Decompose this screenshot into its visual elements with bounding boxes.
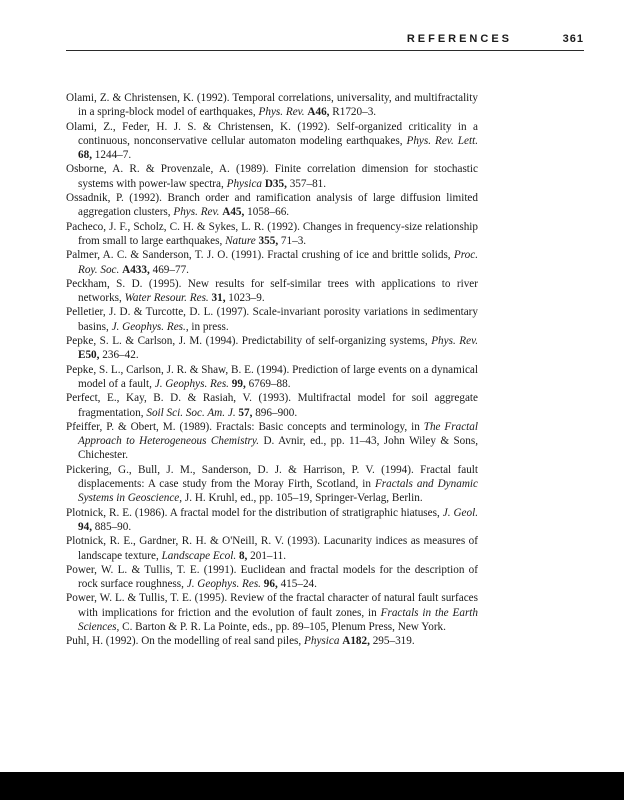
reference-text: Puhl, H. (1992). On the modelling of real sand piles, xyxy=(66,635,305,648)
reference-entry xyxy=(66,420,478,463)
reference-text: Olami, Z., Feder, H. J. S. & Christensen, K. (1992). Self-organized criticality in a continuous, nonconservative cellular automaton modeling earthquakes, xyxy=(66,120,478,147)
reference-text: 885–90. xyxy=(91,520,132,533)
reference-text: A46, xyxy=(307,106,330,119)
reference-text: Pacheco, J. F., Scholz, C. H. & Sykes, L. R. (1992). Changes in frequency-size relationship from small to large earthquakes, xyxy=(66,220,478,247)
reference-entry xyxy=(66,191,478,220)
reference-text: 1023–9. xyxy=(225,292,265,305)
page-number: 361 xyxy=(562,33,584,45)
reference-text: A182, xyxy=(342,635,370,648)
reference-text: Soil Sci. Soc. Am. J. xyxy=(146,406,236,419)
reference-text: Physica xyxy=(226,177,263,190)
reference-entry xyxy=(66,162,478,191)
reference-text: J. Geol. xyxy=(442,506,478,519)
reference-entry xyxy=(66,506,478,535)
reference-text: , in press. xyxy=(185,320,229,333)
reference-text: Phys. Rev. xyxy=(258,106,305,119)
reference-text: Plotnick, R. E. (1986). A fractal model for the distribution of stratigraphic hiatuses, xyxy=(66,506,443,519)
reference-text: 469–77. xyxy=(149,263,189,276)
reference-entry xyxy=(66,305,478,334)
reference-entry xyxy=(66,120,478,163)
reference-text: Fractals in the Earth Sciences, xyxy=(78,606,479,633)
reference-text: Pickering, G., Bull, J. M., Sanderson, D. J. & Harrison, P. V. (1994). Fractal fault displacements: A case study from the Moray Firth, Scotland, in xyxy=(66,463,478,491)
reference-text: Pepke, S. L. & Carlson, J. M. (1994). Predictability of self-organizing systems, xyxy=(66,335,432,348)
reference-entry xyxy=(66,363,478,392)
reference-text: 1244–7. xyxy=(91,149,132,162)
reference-entry xyxy=(66,534,478,563)
reference-text: Water Resour. Res. xyxy=(124,292,209,305)
reference-text: 71–3. xyxy=(278,234,307,247)
reference-text: E50, xyxy=(78,349,100,362)
reference-text: Phys. Rev. Lett. xyxy=(406,134,478,147)
reference-text: Physica xyxy=(304,635,340,648)
reference-text: 357–81. xyxy=(286,177,327,190)
reference-text: Plotnick, R. E., Gardner, R. H. & O'Neill, R. V. (1993). Lacunarity indices as measures of landscape texture, xyxy=(66,535,478,562)
running-head: REFERENCES xyxy=(406,33,512,45)
reference-text: Phys. Rev. xyxy=(173,206,220,219)
reference-list xyxy=(66,91,478,649)
reference-text: 68, xyxy=(78,149,92,162)
reference-text: 355, xyxy=(258,234,279,247)
reference-text: 96, xyxy=(263,578,278,591)
reference-entry xyxy=(66,248,478,277)
reference-text: Osborne, A. R. & Provenzale, A. (1989). Finite correlation dimension for stochastic systems with power-law spectra, xyxy=(66,163,478,190)
reference-text: Perfect, E., Kay, B. D. & Rasiah, V. (1993). Multifractal model for soil aggregate fragmentation, xyxy=(66,392,478,419)
reference-text: Fractals and Dynamic Systems in Geoscience, xyxy=(78,478,478,505)
reference-entry xyxy=(66,391,478,420)
reference-text: 94, xyxy=(78,520,92,533)
reference-text: Ossadnik, P. (1992). Branch order and ramification analysis of large diffusion limited aggregation clusters, xyxy=(66,192,478,219)
reference-text: J. Geophys. Res. xyxy=(111,320,186,333)
reference-text: 236–42. xyxy=(99,349,139,362)
reference-text: Power, W. L. & Tullis, T. E. (1991). Euclidean and fractal models for the description of rock surface roughness, xyxy=(66,563,478,591)
reference-text: Peckham, S. D. (1995). New results for self-similar trees with applications to river networks, xyxy=(66,277,478,305)
reference-text: 201–11. xyxy=(247,549,287,562)
reference-text: 99, xyxy=(231,377,246,390)
scan-edge-bar xyxy=(0,772,624,800)
header-rule xyxy=(66,50,584,51)
reference-entry xyxy=(66,634,478,648)
reference-text: Nature xyxy=(225,234,256,247)
reference-text: Pelletier, J. D. & Turcotte, D. L. (1997). Scale-invariant porosity variations in sedimentary basins, xyxy=(66,306,478,333)
reference-entry xyxy=(66,463,478,506)
reference-text: 896–900. xyxy=(252,406,298,419)
reference-entry xyxy=(66,277,478,306)
reference-text: 415–24. xyxy=(277,578,317,591)
reference-text: The Fractal Approach to Heterogeneous Chemistry. xyxy=(78,420,478,448)
reference-text: Landscape Ecol. xyxy=(161,549,237,562)
reference-entry xyxy=(66,220,478,249)
reference-text: J. H. Kruhl, ed., pp. 105–19, Springer-Verlag, Berlin. xyxy=(182,492,423,505)
reference-entry xyxy=(66,563,478,592)
page-header xyxy=(66,31,584,49)
reference-text: 295–319. xyxy=(369,635,415,648)
reference-text: Phys. Rev. xyxy=(431,335,478,348)
reference-text: Power, W. L. & Tullis, T. E. (1995). Review of the fractal character of natural fault surfaces with implications for friction and the evolution of fault zones, in xyxy=(66,592,478,619)
reference-text: Proc. Roy. Soc. xyxy=(78,249,478,276)
reference-text: A45, xyxy=(222,206,245,219)
reference-text: C. Barton & P. R. La Pointe, eds., pp. 89–105, Plenum Press, New York. xyxy=(119,620,446,633)
reference-text: D35, xyxy=(264,177,287,190)
reference-text: A433, xyxy=(122,263,150,276)
reference-text: 8, xyxy=(238,549,248,562)
reference-text: Pepke, S. L., Carlson, J. R. & Shaw, B. E. (1994). Prediction of large events on a dynamical model of a fault, xyxy=(66,363,478,390)
reference-text: 1058–66. xyxy=(244,206,290,219)
reference-text: 57, xyxy=(238,406,253,419)
reference-text: D. Avnir, ed., pp. 11–43, John Wiley & Sons, Chichester. xyxy=(78,435,478,462)
reference-text: Palmer, A. C. & Sanderson, T. J. O. (1991). Fractal crushing of ice and brittle solids, xyxy=(66,249,454,262)
reference-text: Pfeiffer, P. & Obert, M. (1989). Fractals: Basic concepts and terminology, in xyxy=(66,420,424,433)
reference-entry xyxy=(66,91,478,120)
reference-text: J. Geophys. Res. xyxy=(186,578,261,591)
reference-entry xyxy=(66,591,478,634)
reference-text: Olami, Z. & Christensen, K. (1992). Temporal correlations, universality, and multifractality in a spring-block model of earthquakes, xyxy=(66,92,478,119)
reference-text: 6769–88. xyxy=(245,377,291,390)
reference-text: 31, xyxy=(211,292,226,305)
reference-text: J. Geophys. Res. xyxy=(154,377,229,390)
reference-entry xyxy=(66,334,478,363)
reference-text: R1720–3. xyxy=(329,106,377,119)
